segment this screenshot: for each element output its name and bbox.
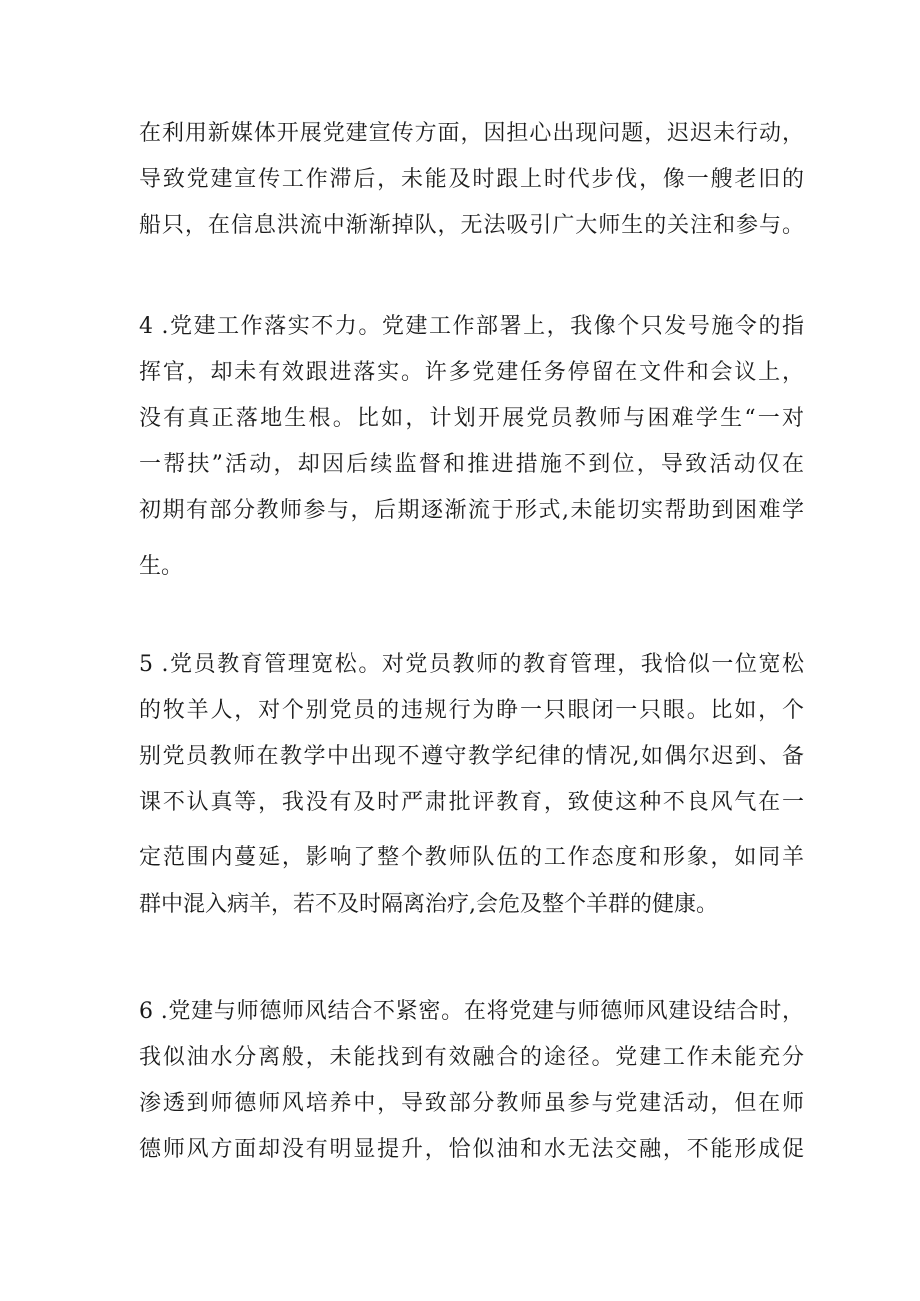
text-line: 别党员教师在教学中出现不遵守教学纪律的情况,如偶尔迟到、备 <box>139 744 804 769</box>
text-line: 的牧羊人，对个别党员的违规行为睁一只眼闭一只眼。比如，个 <box>139 698 804 723</box>
text-line: 5 .党员教育管理宽松。对党员教师的教育管理，我恰似一位宽松 <box>139 652 804 677</box>
text-line: 一帮扶”活动，却因后续监督和推进措施不到位，导致活动仅在 <box>139 452 804 477</box>
text-line: 我似油水分离般，未能找到有效融合的途径。党建工作未能充分 <box>139 1045 804 1070</box>
text-line: 没有真正落地生根。比如，计划开展党员教师与困难学生“一对 <box>139 406 804 431</box>
text-line: 挥官，却未有效跟进落实。许多党建任务停留在文件和会议上， <box>139 360 804 385</box>
text-line: 初期有部分教师参与，后期逐渐流于形式,未能切实帮助到困难学 <box>139 498 804 523</box>
text-line: 4 .党建工作落实不力。党建工作部署上，我像个只发号施令的指 <box>139 314 804 339</box>
text-line: 在利用新媒体开展党建宣传方面，因担心出现问题，迟迟未行动， <box>139 121 804 146</box>
text-line: 渗透到师德师风培养中，导致部分教师虽参与党建活动，但在师 <box>139 1091 804 1116</box>
text-line: 生。 <box>139 554 184 579</box>
text-line: 课不认真等，我没有及时严肃批评教育，致使这种不良风气在一 <box>139 790 804 815</box>
text-line: 定范围内蔓延，影响了整个教师队伍的工作态度和形象，如同羊 <box>139 845 804 870</box>
text-line: 6 .党建与师德师风结合不紧密。在将党建与师德师风建设结合时， <box>139 999 804 1024</box>
text-line: 群中混入病羊，若不及时隔离治疗,会危及整个羊群的健康。 <box>139 892 718 917</box>
text-line: 船只，在信息洪流中渐渐掉队，无法吸引广大师生的关注和参与。 <box>139 213 804 238</box>
text-line: 导致党建宣传工作滞后，未能及时跟上时代步伐，像一艘老旧的 <box>139 167 804 192</box>
text-line: 德师风方面却没有明显提升，恰似油和水无法交融，不能形成促 <box>139 1137 804 1162</box>
